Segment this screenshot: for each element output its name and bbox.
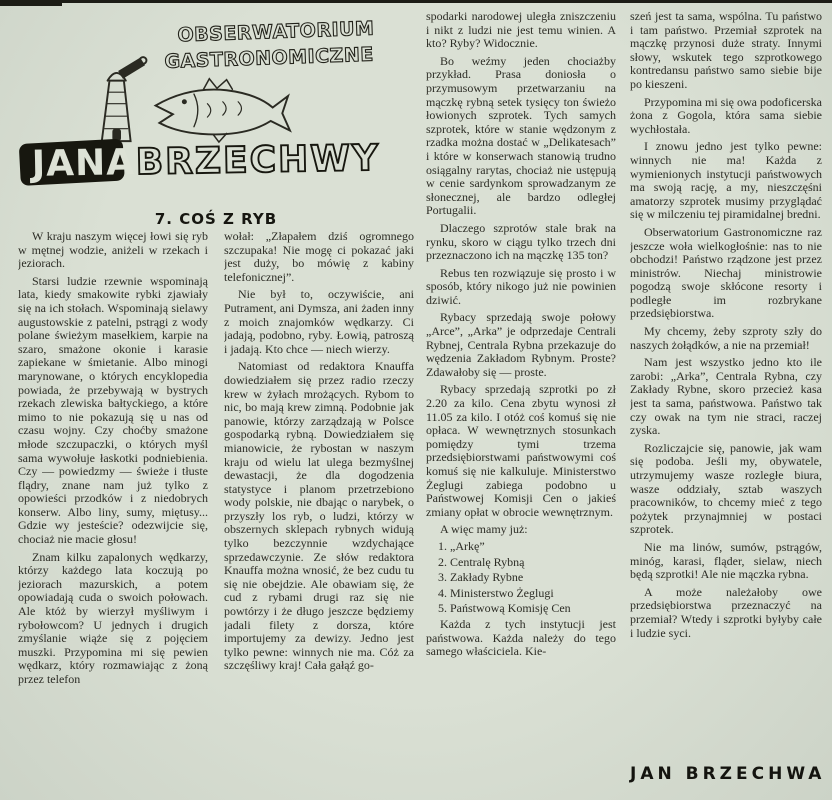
masthead-title-brzechwy: BRZECHWY	[135, 137, 381, 184]
paragraph: Rozliczajcie się, panowie, jak wam się podoba. Jeśli my, obywatele, utrzymujemy wasze rozległe biura, wasze oddziały, sztab waszych pracowników, to chcemy mieć z tego pożytek przynajmniej w postaci szprotek.	[630, 440, 822, 537]
paragraph: spodarki narodowej uległa zniszczeniu i nikt z ludzi nie jest temu winien. A kto? Ryby? Widocznie.	[426, 10, 616, 51]
paragraph: Nam jest wszystko jedno kto ile zarobi: „Arka”, Centrala Rybna, czy Zakłady Rybne, skoro przecież kasa jest ta sama, państwowa. Państwo tak czy owak na tym nie straci, raczej zyska.	[630, 355, 822, 438]
column-row	[18, 230, 414, 796]
article-column-2-text	[224, 230, 414, 673]
lighthouse-drawing	[102, 57, 147, 141]
paragraph: Nie ma linów, sumów, pstrągów, minóg, karasi, fląder, sielaw, niech będą szprotki! Ale nie mączka rybna.	[630, 539, 822, 582]
list-item: 2. Centralę Rybną	[438, 554, 525, 569]
masthead-author-title	[18, 136, 414, 192]
lighthouse-fish-illustration	[73, 48, 313, 144]
left-column-pair	[18, 10, 414, 796]
article-column-1-text	[18, 230, 208, 687]
paragraph: Rybacy sprzedają swoje połowy „Arce”, „Arka” je odprzedaje Centrali Rybnej, Centrala Rybna przekazuje do wędzenia Zakładom Rybnym. Proste? Zdawałoby się — proste.	[426, 310, 616, 379]
top-rule-accent	[0, 0, 62, 6]
list-item: 4. Ministerstwo Żeglugi	[438, 585, 554, 600]
masthead-title-jana: JANA	[31, 142, 136, 185]
masthead-line2: GASTRONOMICZNE	[164, 43, 375, 73]
paragraph: My chcemy, żeby szproty szły do naszych żołądków, a nie na przemiał!	[630, 324, 822, 352]
paragraph: Każda z tych instytucji jest państwowa. Każda należy do tego samego właściciela. Kie-	[426, 616, 616, 659]
paragraph: I znowu jedno jest tylko pewne: winnych nie ma! Każda z wymienionych instytucji państwowych ma swoją rację, a my, nieszczęśni amatorzy szprotek musimy przyglądać się w milczeniu tej piramidalnej bredni.	[630, 139, 822, 222]
article-column-3	[426, 10, 616, 792]
paragraph: Obserwatorium Gastronomiczne raz jeszcze woła wielkogłośnie: nas to nie obchodzi! Państwo rządzone jest przez ministrów. Niechaj ministrowie pogodzą swoje skłócone resorty i podległe im rozbrykane przedsiębiorstwa.	[630, 224, 822, 321]
paragraph: Dlaczego szprotów stale brak na rynku, skoro w ciągu tylko trzech dni przeznaczono ich na mączkę 135 ton?	[426, 220, 616, 263]
paragraph: Nie był to, oczywiście, ani Putrament, ani Dymsza, ani żaden inny z moich znajomków wędkarzy. Ci jadają, podobno, ryby. Łowią, patroszą i jadają. Kto chce — niech wierzy.	[224, 287, 414, 356]
paragraph: szeń jest ta sama, wspólna. Tu państwo i tam państwo. Przemiał szprotek na mączkę przynosi duże straty. Innymi słowy, wskutek tego szprotkowego kontredansu państwo samo siebie bije po kieszeni.	[630, 10, 822, 91]
paragraph: A może należałoby owe przedsiębiorstwa przeznaczyć na przemiał? Wtedy i szprotki byłyby całe i ludzie syci.	[630, 584, 822, 640]
paragraph: Rebus ten rozwiązuje się prosto i w sposób, który nikogo już nie powinien dziwić.	[426, 265, 616, 307]
paragraph: A więc mamy już:	[440, 522, 528, 537]
article-column-1	[18, 230, 208, 796]
paragraph: Natomiast od redaktora Knauffa dowiedziałem się przez radio rzeczy krew w żyłach mrożących. Rybom to nic, bo mają krew zimną. Podobnie jak panowie, którzy zarządzają w Polsce gospodarką rybną. Dowiedziałem się mianowicie, że rybostan w naszym kraju od wielu lat ulega bezmyślnej dewastacji, że dla dogodzenia statystyce i planom przetrzebiono wody polskie, nie dbając o narybek, o przyszły los ryb, o ludzi, którzy w obszernych sklepach rybnych widują tylko bezczynnie wzdychające sprzedawczynie. Ze słów redaktora Knauffa można wnosić, że bez cudu tu się nie obejdzie. Ale obawiam się, że cud z rybami drugi raz się nie powtórzy i że długo jeszcze będziemy jadali filety z dorsza, które importujemy za dewizy. Jedno jest tylko pewne: winnych nie ma. Cóż za szczęśliwy kraj! Cała gałąź go-	[224, 359, 414, 673]
paragraph: Znam kilku zapalonych wędkarzy, którzy każdego lata koczują po jeziorach mazurskich, a potem opowiadają cuda o swoich połowach. Ale któż by wierzył myśliwym i rybołowcom? U jednych i drugich zmyślanie wiąże się z pojęciem muszki. Przypomina mi się pewien wędkarz, który rozmawiając z żoną przez telefon	[18, 549, 208, 686]
article-column-4	[630, 10, 826, 792]
top-rule	[0, 0, 832, 3]
article-column-2	[224, 230, 414, 796]
list-item: 1. „Arkę”	[438, 538, 485, 553]
author-signature: JAN BRZECHWA	[630, 764, 826, 784]
paragraph: Starsi ludzie rzewnie wspominają lata, kiedy smakowite rybki zjawiały się na ich stołach. Wspominają sielawy augustowskie z patelni, pstrągi z wody polane świeżym masełkiem, karpie na szaro, smażone okonie i karasie zapiekane w śmietanie. Albo minogi marynowane, o których encyklopedia powiada, że przebywają w bystrych rzekach zlewiska bałtyckiego, a które mimo to nie pokazują się u nas od czasu wojny. Czy choćby smażone młode szczupaczki, o których myśl sama wywołuje łaskotki podniebienia. Czy — powiedzmy — świeże i tłuste flądry, znane nam już tylko z opowieści przodków i z niedobrych konserw. Albo liny, sumy, miętusy... Gdzie wy jesteście? odezwijcie się, chociaż nie macie głosu!	[18, 273, 208, 547]
paragraph: Rybacy sprzedają szprotki po zł 2.20 za kilo. Cena zbytu wynosi zł 11.05 za kilo. I otóż coś komuś się nie opłaca. W wewnętrznych stosunkach pomiędzy tymi trzema przedsiębiorstwami państwowymi coś komuś się nie kalkuluje. Ministerstwo Żeglugi zabiega podobno u Państwowej Komisji Cen o jakieś zmiany opłat w obrocie wewnętrznym.	[426, 382, 616, 519]
paragraph: Przypomina mi się owa podoficerska żona z Gogola, która sama siebie wychłostała.	[630, 94, 822, 136]
article-column-3-text	[426, 10, 616, 659]
paragraph: W kraju naszym więcej łowi się ryb w mętnej wodzie, aniżeli w rzekach i jeziorach.	[18, 230, 208, 271]
article-column-4-text	[630, 10, 822, 644]
masthead	[18, 10, 414, 230]
list-item: 5. Państwową Komisję Cen	[438, 601, 571, 616]
list-item: 3. Zakłady Rybne	[438, 570, 524, 585]
fish-drawing	[156, 79, 290, 142]
paragraph: Bo weźmy jeden chociażby przykład. Prasa doniosła o przymusowym przetwarzaniu na mączkę rybną setek tysięcy ton świeżo łowionych szprotek. Tych samych szprotek, które w stanie wędzonym z rzadka można dostać w „Delikatesach” i które w konserwach stanowią trudno osiągalny rarytas, chociaż nie ustępują w cenie sardynkom sprowadzanym ze słonecznej, ale bardzo odległej Portugalii.	[426, 53, 616, 218]
section-title: 7. COŚ Z RYB	[154, 210, 278, 228]
masthead-line1: OBSERWATORIUM	[177, 17, 375, 47]
paragraph: wołał: „Złapałem dziś ogromnego szczupaka! Nie mogę ci pokazać jaki jest duży, bo mówię z kabiny telefonicznej”.	[224, 230, 414, 284]
